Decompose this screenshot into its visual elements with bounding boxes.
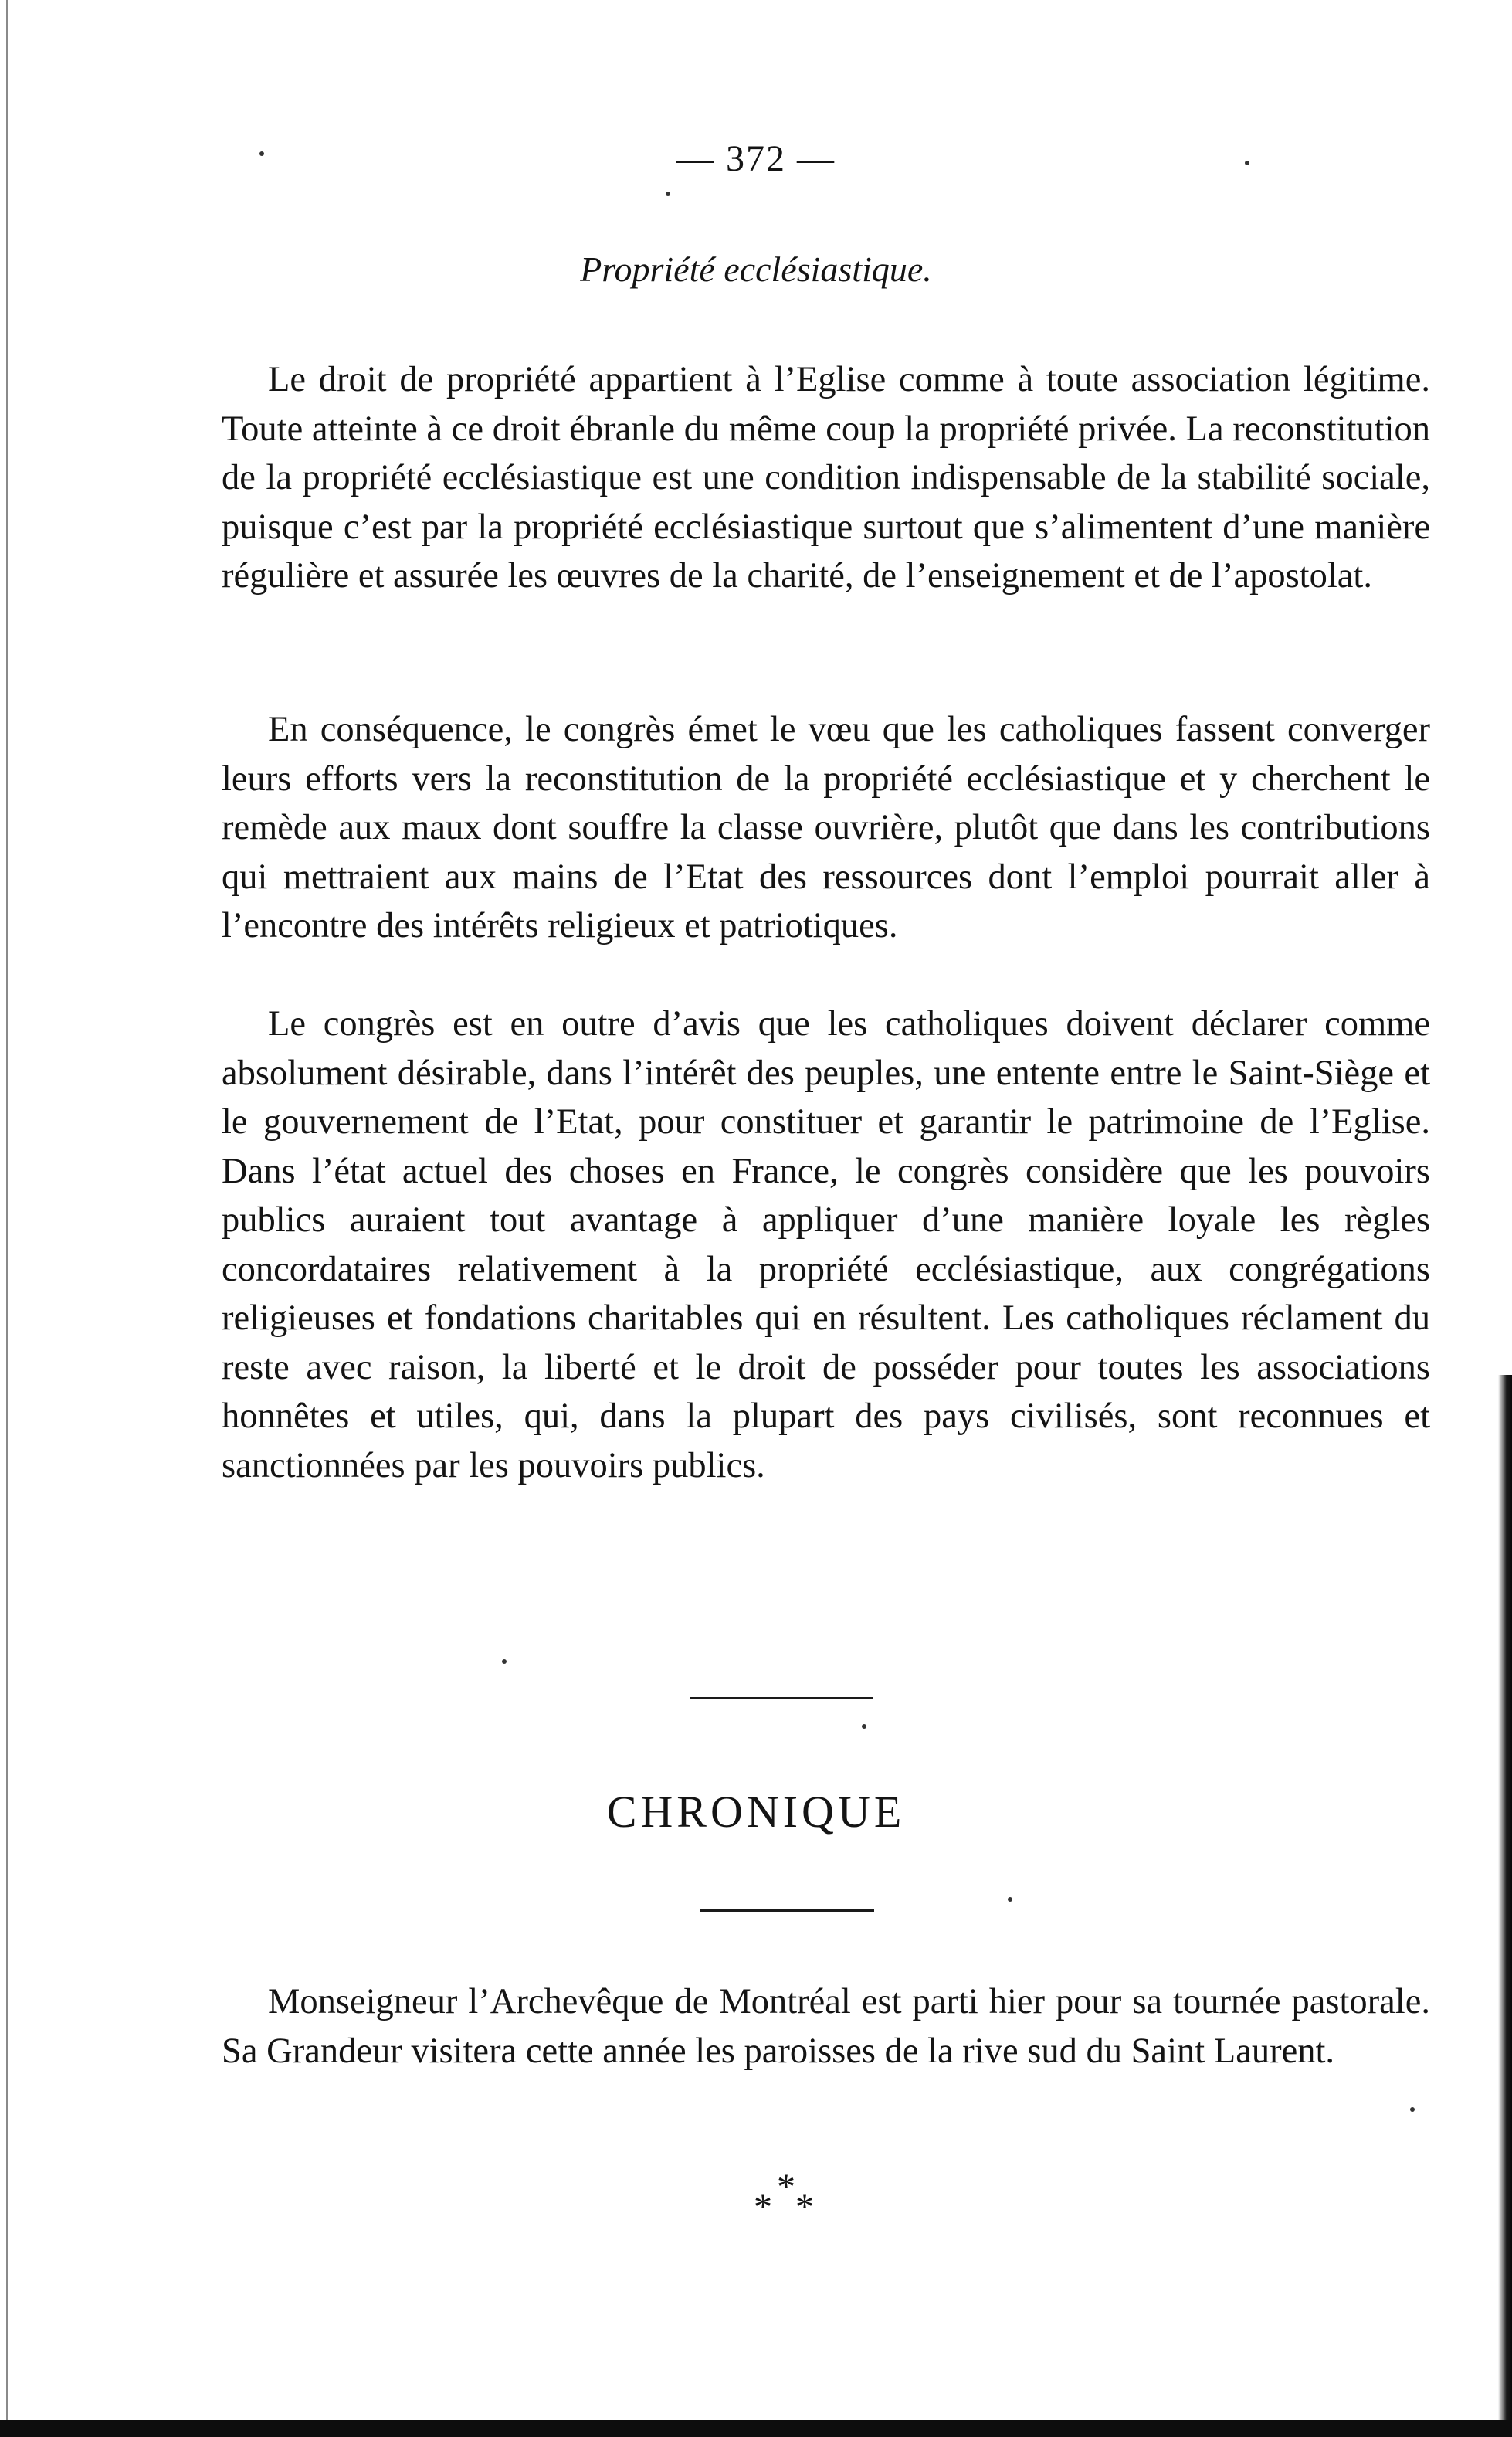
scan-bottom-edge-shadow	[0, 2420, 1512, 2437]
chronique-paragraph: Monseigneur l’Archevêque de Montréal est parti hier pour sa tournée pastorale. Sa Grandeur visitera cette année les paroisses de la rive sud du Saint Laurent.	[222, 1982, 1430, 2071]
article-paragraph: Le congrès est en outre d’avis que les catholiques doivent déclarer comme absolument désirable, dans l’intérêt des peuples, une entente entre le Saint-Siège et le gouvernement de l’Etat, pour constituer et garantir le patrimoine de l’Eglise. Dans l’état actuel des choses en France, le congrès considère que les pouvoirs publics auraient tout avantage à appliquer d’une manière loyale les règles concordataires relativement à la propriété ecclésiastique, aux congrégations religieuses et fondations charitables qui en résultent. Les catholiques réclament du reste avec raison, la liberté et le droit de posséder pour toutes les associations honnêtes et utiles, qui, dans la plupart des pays civilisés, sont reconnues et sanctionnées par les pouvoirs publics.	[222, 1004, 1430, 1485]
chronique-heading: CHRONIQUE	[606, 1787, 906, 1837]
article-paragraph: En conséquence, le congrès émet le vœu que les catholiques fassent converger leurs efforts vers la reconstitution de la propriété ecclésiastique et y cherchent le remède aux maux dont souffre la classe ouvrière, plutôt que dans les contributions qui mettraient aux mains de l’Etat des ressources dont l’emploi pourrait aller à l’encontre des intérêts religieux et patriotiques.	[222, 710, 1430, 945]
asterism-star: *	[754, 2187, 772, 2228]
section-title: Propriété ecclésiastique.	[580, 249, 932, 289]
scan-right-edge-shadow	[1498, 1375, 1512, 2437]
section-divider-top	[690, 1697, 873, 1699]
article-paragraph: Le droit de propriété appartient à l’Eglise comme à toute association légitime. Toute atteinte à ce droit ébranle du même coup la propriété privée. La reconstitution de la propriété ecclésiastique est une condition indispensable de la stabilité sociale, puisque c’est par la propriété ecclésiastique surtout que s’alimentent d’une manière régulière et assurée les œuvres de la charité, de l’enseignement et de l’apostolat.	[222, 360, 1430, 596]
asterism-star: *	[777, 2167, 795, 2208]
asterism-star: *	[795, 2187, 814, 2228]
page-number: — 372 —	[676, 138, 836, 179]
scan-speck	[502, 1659, 507, 1664]
scan-speck	[862, 1724, 866, 1729]
scan-left-margin-line	[6, 0, 8, 2437]
scan-speck	[666, 192, 670, 196]
section-divider-bottom	[700, 1909, 874, 1912]
scan-speck	[1008, 1897, 1012, 1902]
asterism-separator	[748, 2167, 840, 2228]
scan-speck	[1410, 2107, 1415, 2112]
